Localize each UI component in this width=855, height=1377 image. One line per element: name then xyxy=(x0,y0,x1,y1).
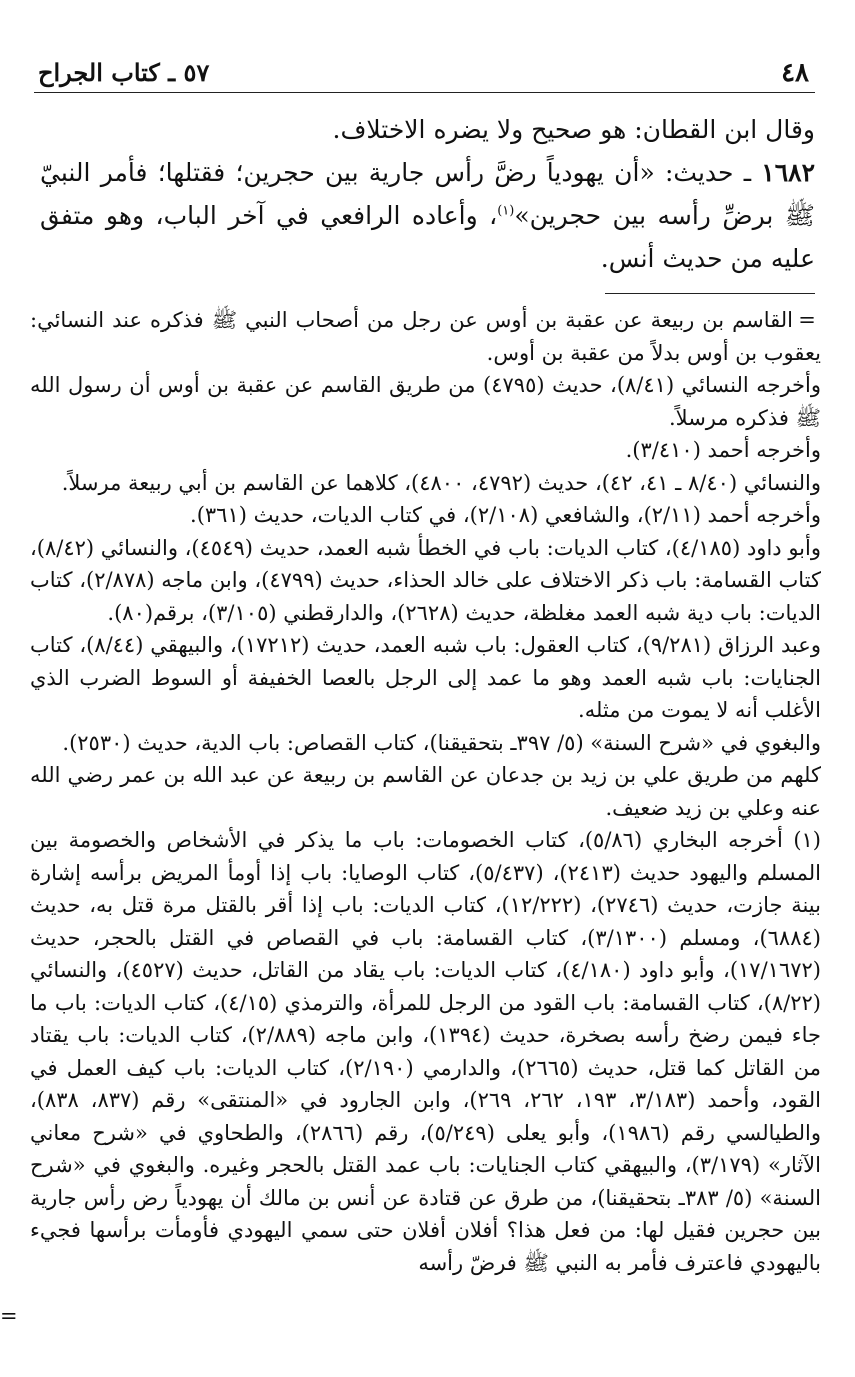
running-head: ٥٧ ـ كتاب الجراح xyxy=(38,58,210,87)
note-paragraph-7: وعبد الرزاق (٩/٢٨١)، كتاب العقول: باب شبه العمد، حديث (١٧٢١٢)، والبيهقي (٨/٤٤)، كتاب الجنايات: باب شبه العمد وهو ما عمد إلى الرجل بالعصا الخفيفة أو السوط الضرب الذي الأغلب أنه لا يموت من مثله. xyxy=(30,633,821,722)
hadith-paragraph xyxy=(40,151,815,280)
note-paragraph-1: القاسم بن ربيعة عن عقبة بن أوس عن رجل من أصحاب النبي ﷺ فذكره عند النسائي: يعقوب بن أوس بدلاً من عقبة بن أوس. xyxy=(30,308,821,365)
hadith-number: ١٦٨٢ xyxy=(761,158,815,187)
note-continuation xyxy=(30,304,821,369)
note-paragraph-8: والبغوي في «شرح السنة» (٥/ ٣٩٧ـ بتحقيقنا)، كتاب القصاص: باب الدية، حديث (٢٥٣٠). xyxy=(62,730,821,755)
footnote-1-text: أخرجه البخاري (٥/٨٦)، كتاب الخصومات: باب ما يذكر في الأشخاص والخصومة بين المسلم واليهود حديث (٢٤١٣)، (٥/٤٣٧)، كتاب الوصايا: باب إذا أومأ المريض برأسه إشارة بينة جازت، حديث (٢٧٤٦)، (١٢/٢٢٢)، كتاب الديات: باب إذا أقر بالقتل مرة قتل به، حديث (٦٨٨٤)، ومسلم (٣/١٣٠٠)، كتاب القسامة: باب في القصاص في القتل بالحجر، حديث (١٧/١٦٧٢)، وأبو داود (٤/١٨٠)، كتاب الديات: باب يقاد من القاتل، حديث (٤٥٢٧)، والنسائي (٨/٢٢)، كتاب القسامة: باب القود من الرجل للمرأة، والترمذي (٤/١٥)، كتاب الديات: باب ما جاء فيمن رضخ رأسه بصخرة، حديث (١٣٩٤)، وابن ماجه (٢/٨٨٩)، كتاب الديات: باب يقتاد من القاتل كما قتل، حديث (٢٦٦٥)، والدارمي (٢/١٩٠)، كتاب الديات: باب كيف العمل في القود، وأحمد (٣/١٨٣، ١٩٣، ٢٦٢، ٢٦٩)، وابن الجارود في «المنتقى» رقم (٨٣٧، ٨٣٨)، والطيالسي رقم (١٩٨٦)، وأبو يعلى (٥/٢٤٩)، رقم (٢٨٦٦)، والطحاوي في «شرح معاني الآثار» (٣/١٧٩)، والبيهقي كتاب الجنايات: باب عمد القتل بالحجر وغيره. والبغوي في «شرح السنة» (٥/ ٣٨٣ـ بتحقيقنا)، من طرق عن قتادة عن أنس بن مالك أن يهودياً رض رأس جارية بين حجرين فقيل لها: من فعل هذا؟ أفلان أفلان حتى سمي اليهودي فأومأت برأسها فجيء باليهودي فاعترف فأمر به النبي ﷺ فرضّ رأسه xyxy=(30,828,822,1275)
continuation-mark-bottom: = xyxy=(0,1304,18,1328)
note-paragraph-9: كلهم من طريق علي بن زيد بن جدعان عن القاسم بن ربيعة عن عبد الله بن عمر رضي الله عنه وعلي بن زيد ضعيف. xyxy=(30,763,821,820)
footnotes xyxy=(30,304,821,1279)
main-line-1: وقال ابن القطان: هو صحيح ولا يضره الاختلاف. xyxy=(332,115,815,144)
note-paragraph-3: وأخرجه أحمد (٣/٤١٠). xyxy=(625,438,821,462)
page-header xyxy=(34,52,815,93)
footnote-1 xyxy=(30,824,821,1279)
note-paragraph-5: وأخرجه أحمد (٢/١١)، والشافعي (٢/١٠٨)، في كتاب الديات، حديث (٣٦١). xyxy=(190,503,821,527)
footnote-divider xyxy=(605,293,815,294)
hadith-text: ـ حديث: «أن يهودياً رضَّ رأس جارية بين حجرين؛ فقتلها؛ فأمر النبيّ ﷺ برضِّ رأسه بين حجرين» xyxy=(40,158,815,230)
hadith-text-continued: ، وأعاده الرافعي في آخر الباب، وهو متفق عليه من حديث أنس. xyxy=(40,201,815,273)
note-paragraph-4: والنسائي (٨/٤٠ ـ ٤١، ٤٢)، حديث (٤٧٩٢، ٤٨٠٠)، كلاهما عن القاسم بن أبي ربيعة مرسلاً. xyxy=(61,470,821,495)
main-text xyxy=(40,108,815,280)
note-paragraph-6: وأبو داود (٤/١٨٥)، كتاب الديات: باب في الخطأ شبه العمد، حديث (٤٥٤٩)، والنسائي (٨/٤٢)، كتاب القسامة: باب ذكر الاختلاف على خالد الحذاء، حديث (٤٧٩٩)، وابن ماجه (٢/٨٧٨)، كتاب الديات: باب دية شبه العمد مغلظة، حديث (٢٦٢٨)، والدارقطني (٣/١٠٥)، برقم(٨٠). xyxy=(30,535,821,625)
note-paragraph-2: وأخرجه النسائي (٨/٤١)، حديث (٤٧٩٥) من طريق القاسم عن عقبة بن أوس أن رسول الله ﷺ فذكره مرسلاً. xyxy=(30,373,821,430)
page-number: ٤٨ xyxy=(781,58,809,88)
continuation-mark: = xyxy=(798,308,816,332)
footnote-1-number: (١) xyxy=(793,828,821,852)
footnote-ref[interactable]: (١) xyxy=(497,203,515,219)
